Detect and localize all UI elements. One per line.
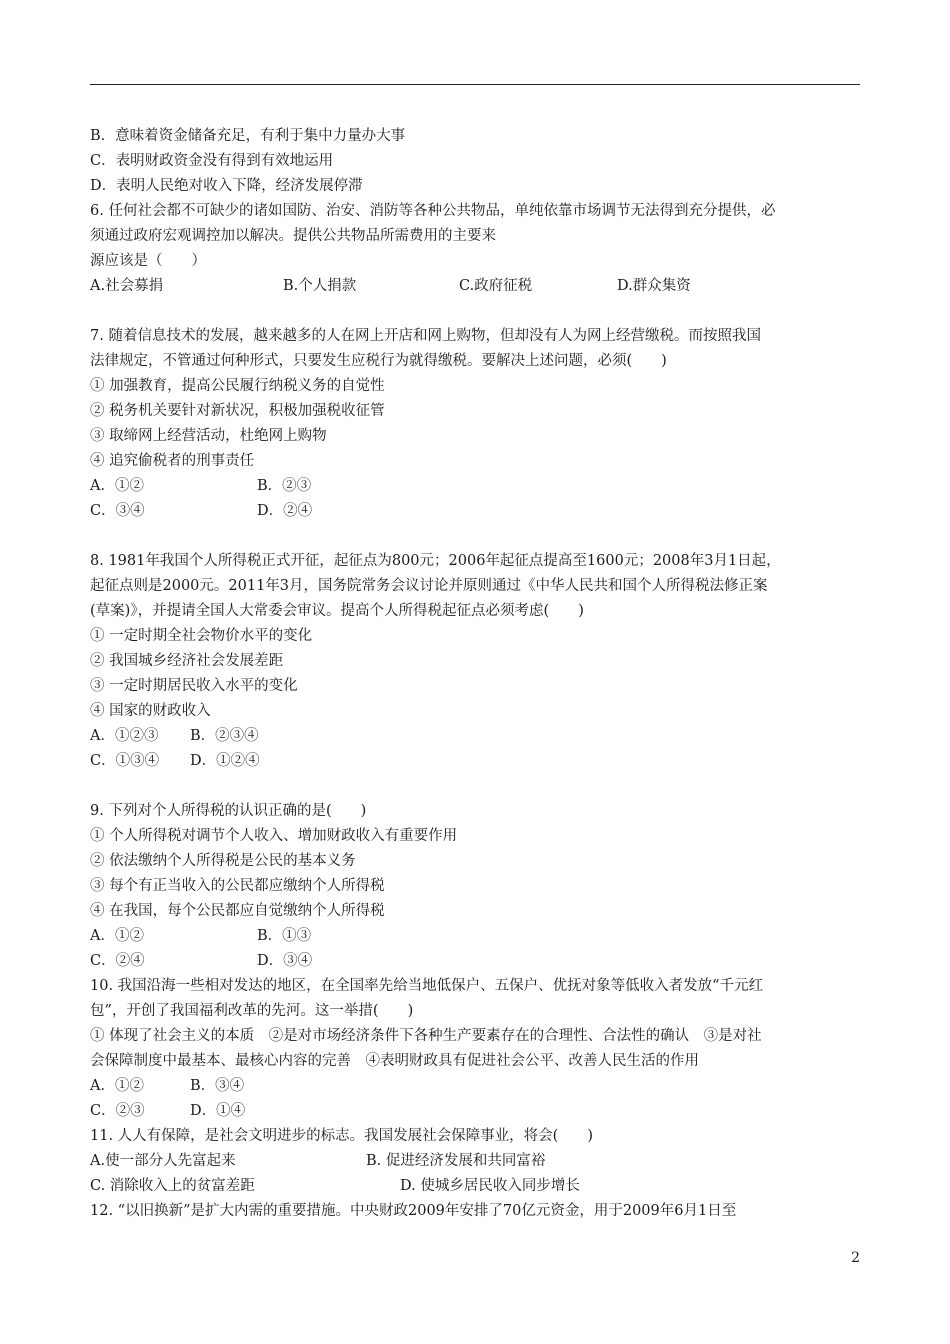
answer-option: B．②③④ <box>190 728 259 744</box>
text-line: 6. 任何社会都不可缺少的诸如国防、治安、消防等各种公共物品，单纯依靠市场调节无法得到充分提供，必 <box>90 203 776 219</box>
text-line: B．意味着资金储备充足，有利于集中力量办大事 <box>90 128 406 144</box>
text-line: C．表明财政资金没有得到有效地运用 <box>90 153 334 169</box>
text-line: ② 依法缴纳个人所得税是公民的基本义务 <box>90 853 356 869</box>
answer-options-row <box>90 1099 860 1124</box>
text-line: 7. 随着信息技术的发展，越来越多的人在网上开店和网上购物，但却没有人为网上经营缴税。而按照我国 <box>90 328 761 344</box>
text-line: 10. 我国沿海一些相对发达的地区，在全国率先给当地低保户、五保户、优抚对象等低收入者发放“千元红 <box>90 978 764 994</box>
text-line: 包”，开创了我国福利改革的先河。这一举措( ) <box>90 1003 414 1019</box>
answer-option: C．①③④ <box>90 753 160 769</box>
answer-option: D.群众集资 <box>617 278 691 294</box>
answer-option: A．①② <box>90 1078 144 1094</box>
answer-option: C．②③ <box>90 1103 145 1119</box>
answer-option: B．②③ <box>257 478 312 494</box>
text-line: ① 个人所得税对调节个人收入、增加财政收入有重要作用 <box>90 828 458 844</box>
answer-option: D. 使城乡居民收入同步增长 <box>400 1178 580 1194</box>
text-line: ① 加强教育，提高公民履行纳税义务的自觉性 <box>90 378 385 394</box>
text-line: ② 税务机关要针对新状况，积极加强税收征管 <box>90 403 385 419</box>
answer-options-row <box>90 1174 860 1199</box>
text-line: 源应该是（ ） <box>90 253 206 269</box>
answer-options-row <box>90 474 860 499</box>
text-line: 9. 下列对个人所得税的认识正确的是( ) <box>90 803 367 819</box>
answer-option: C. 消除收入上的贫富差距 <box>90 1178 255 1194</box>
text-line: ③ 每个有正当收入的公民都应缴纳个人所得税 <box>90 878 385 894</box>
answer-options-row <box>90 949 860 974</box>
text-line: ④ 国家的财政收入 <box>90 703 211 719</box>
text-line: D．表明人民绝对收入下降，经济发展停滞 <box>90 178 363 194</box>
text-line: 法律规定，不管通过何种形式，只要发生应税行为就得缴税。要解决上述问题，必须( ) <box>90 353 667 369</box>
answer-options-row <box>90 1149 860 1174</box>
answer-option: D．①④ <box>190 1103 246 1119</box>
answer-options-row <box>90 724 860 749</box>
text-line: ④ 追究偷税者的刑事责任 <box>90 453 255 469</box>
text-line: (草案)》，并提请全国人大常委会审议。提高个人所得税起征点必须考虑( ) <box>90 603 584 619</box>
answer-option: C.政府征税 <box>459 278 533 294</box>
answer-option: A.社会募捐 <box>90 278 164 294</box>
answer-option: A．①② <box>90 478 144 494</box>
page-number: 2 <box>851 1250 860 1266</box>
answer-option: A.使一部分人先富起来 <box>90 1153 236 1169</box>
paragraph-gap <box>90 774 860 799</box>
answer-option: D．①②④ <box>190 753 260 769</box>
answer-option: B．③④ <box>190 1078 245 1094</box>
header-rule <box>90 84 860 85</box>
answer-option: A．①②③ <box>90 728 159 744</box>
answer-option: A．①② <box>90 928 144 944</box>
text-line: ③ 取缔网上经营活动，杜绝网上购物 <box>90 428 327 444</box>
answer-options-row <box>90 499 860 524</box>
text-line: ④ 在我国，每个公民都应自觉缴纳个人所得税 <box>90 903 385 919</box>
answer-option: C．③④ <box>90 503 145 519</box>
answer-option: D．③④ <box>257 953 313 969</box>
text-line: 须通过政府宏观调控加以解决。提供公共物品所需费用的主要来 <box>90 228 496 244</box>
text-line: 11. 人人有保障，是社会文明进步的标志。我国发展社会保障事业，将会( ) <box>90 1128 593 1144</box>
answer-options-row <box>90 924 860 949</box>
answer-options-row <box>90 1074 860 1099</box>
paragraph-gap <box>90 299 860 324</box>
answer-option: B.个人捐款 <box>283 278 357 294</box>
answer-option: B. 促进经济发展和共同富裕 <box>366 1153 546 1169</box>
answer-option: D．②④ <box>257 503 313 519</box>
text-line: ③ 一定时期居民收入水平的变化 <box>90 678 298 694</box>
paragraph-gap <box>90 524 860 549</box>
text-line: 8. 1981年我国个人所得税正式开征，起征点为800元；2006年起征点提高至1600元；2008年3月1日起， <box>90 553 781 569</box>
text-line: 12. “以旧换新”是扩大内需的重要措施。中央财政2009年安排了70亿元资金，用于2009年6月1日至 <box>90 1203 737 1219</box>
text-line: ② 我国城乡经济社会发展差距 <box>90 653 284 669</box>
text-line: 会保障制度中最基本、最核心内容的完善 ④表明财政具有促进社会公平、改善人民生活的作用 <box>90 1053 699 1069</box>
answer-options-row <box>90 274 860 299</box>
text-line: ① 一定时期全社会物价水平的变化 <box>90 628 313 644</box>
answer-option: C．②④ <box>90 953 145 969</box>
text-line: ① 体现了社会主义的本质 ②是对市场经济条件下各种生产要素存在的合理性、合法性的确认 ③是对社 <box>90 1028 762 1044</box>
document-body <box>90 124 860 1224</box>
text-line: 起征点则是2000元。2011年3月，国务院常务会议讨论并原则通过《中华人民共和国个人所得税法修正案 <box>90 578 768 594</box>
answer-options-row <box>90 749 860 774</box>
answer-option: B．①③ <box>257 928 312 944</box>
